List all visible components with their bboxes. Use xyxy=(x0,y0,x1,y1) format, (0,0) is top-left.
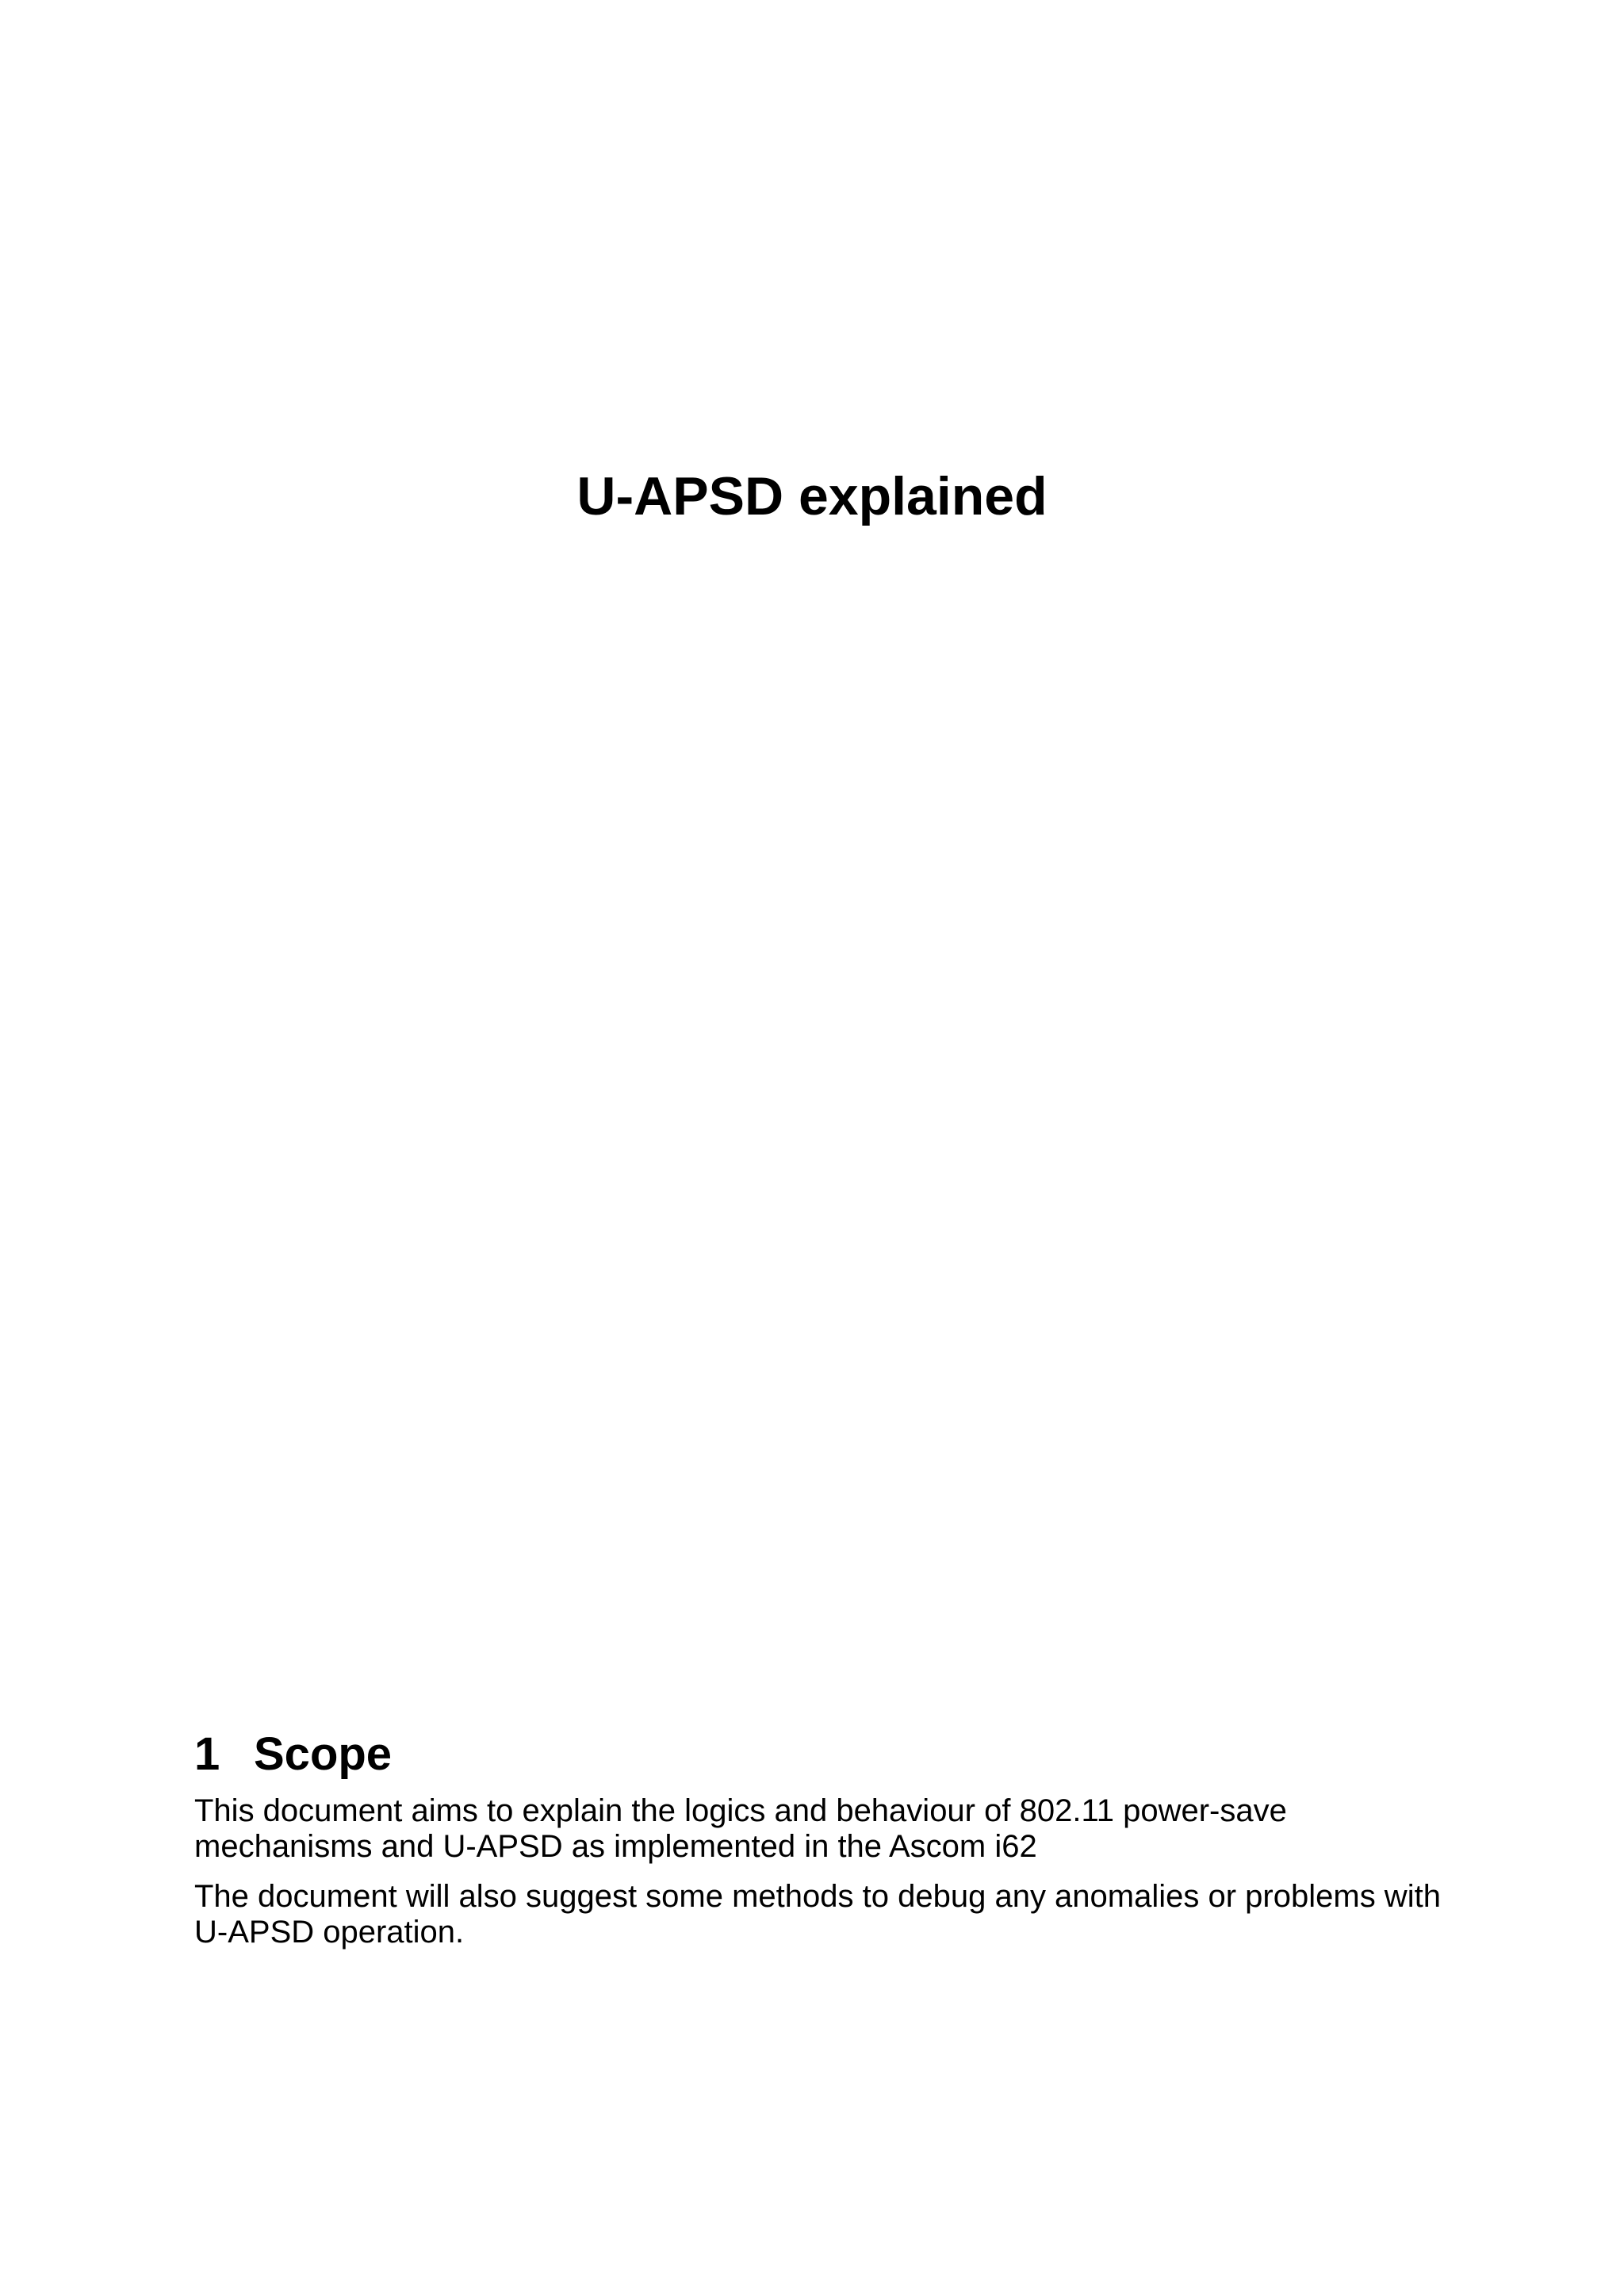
section-title: Scope xyxy=(254,1728,393,1780)
section-number: 1 xyxy=(194,1728,220,1780)
scope-paragraph-2: The document will also suggest some methods to debug any anomalies or problems with U-APSD operation. xyxy=(194,1879,1441,1950)
scope-paragraph-1: This document aims to explain the logics and behaviour of 802.11 power-save mechanisms and U-APSD as implemented in the Ascom i62 xyxy=(194,1793,1287,1864)
section-heading xyxy=(194,1727,1447,1782)
section-scope xyxy=(194,1727,1447,1965)
document-title: U-APSD explained xyxy=(576,466,1048,526)
